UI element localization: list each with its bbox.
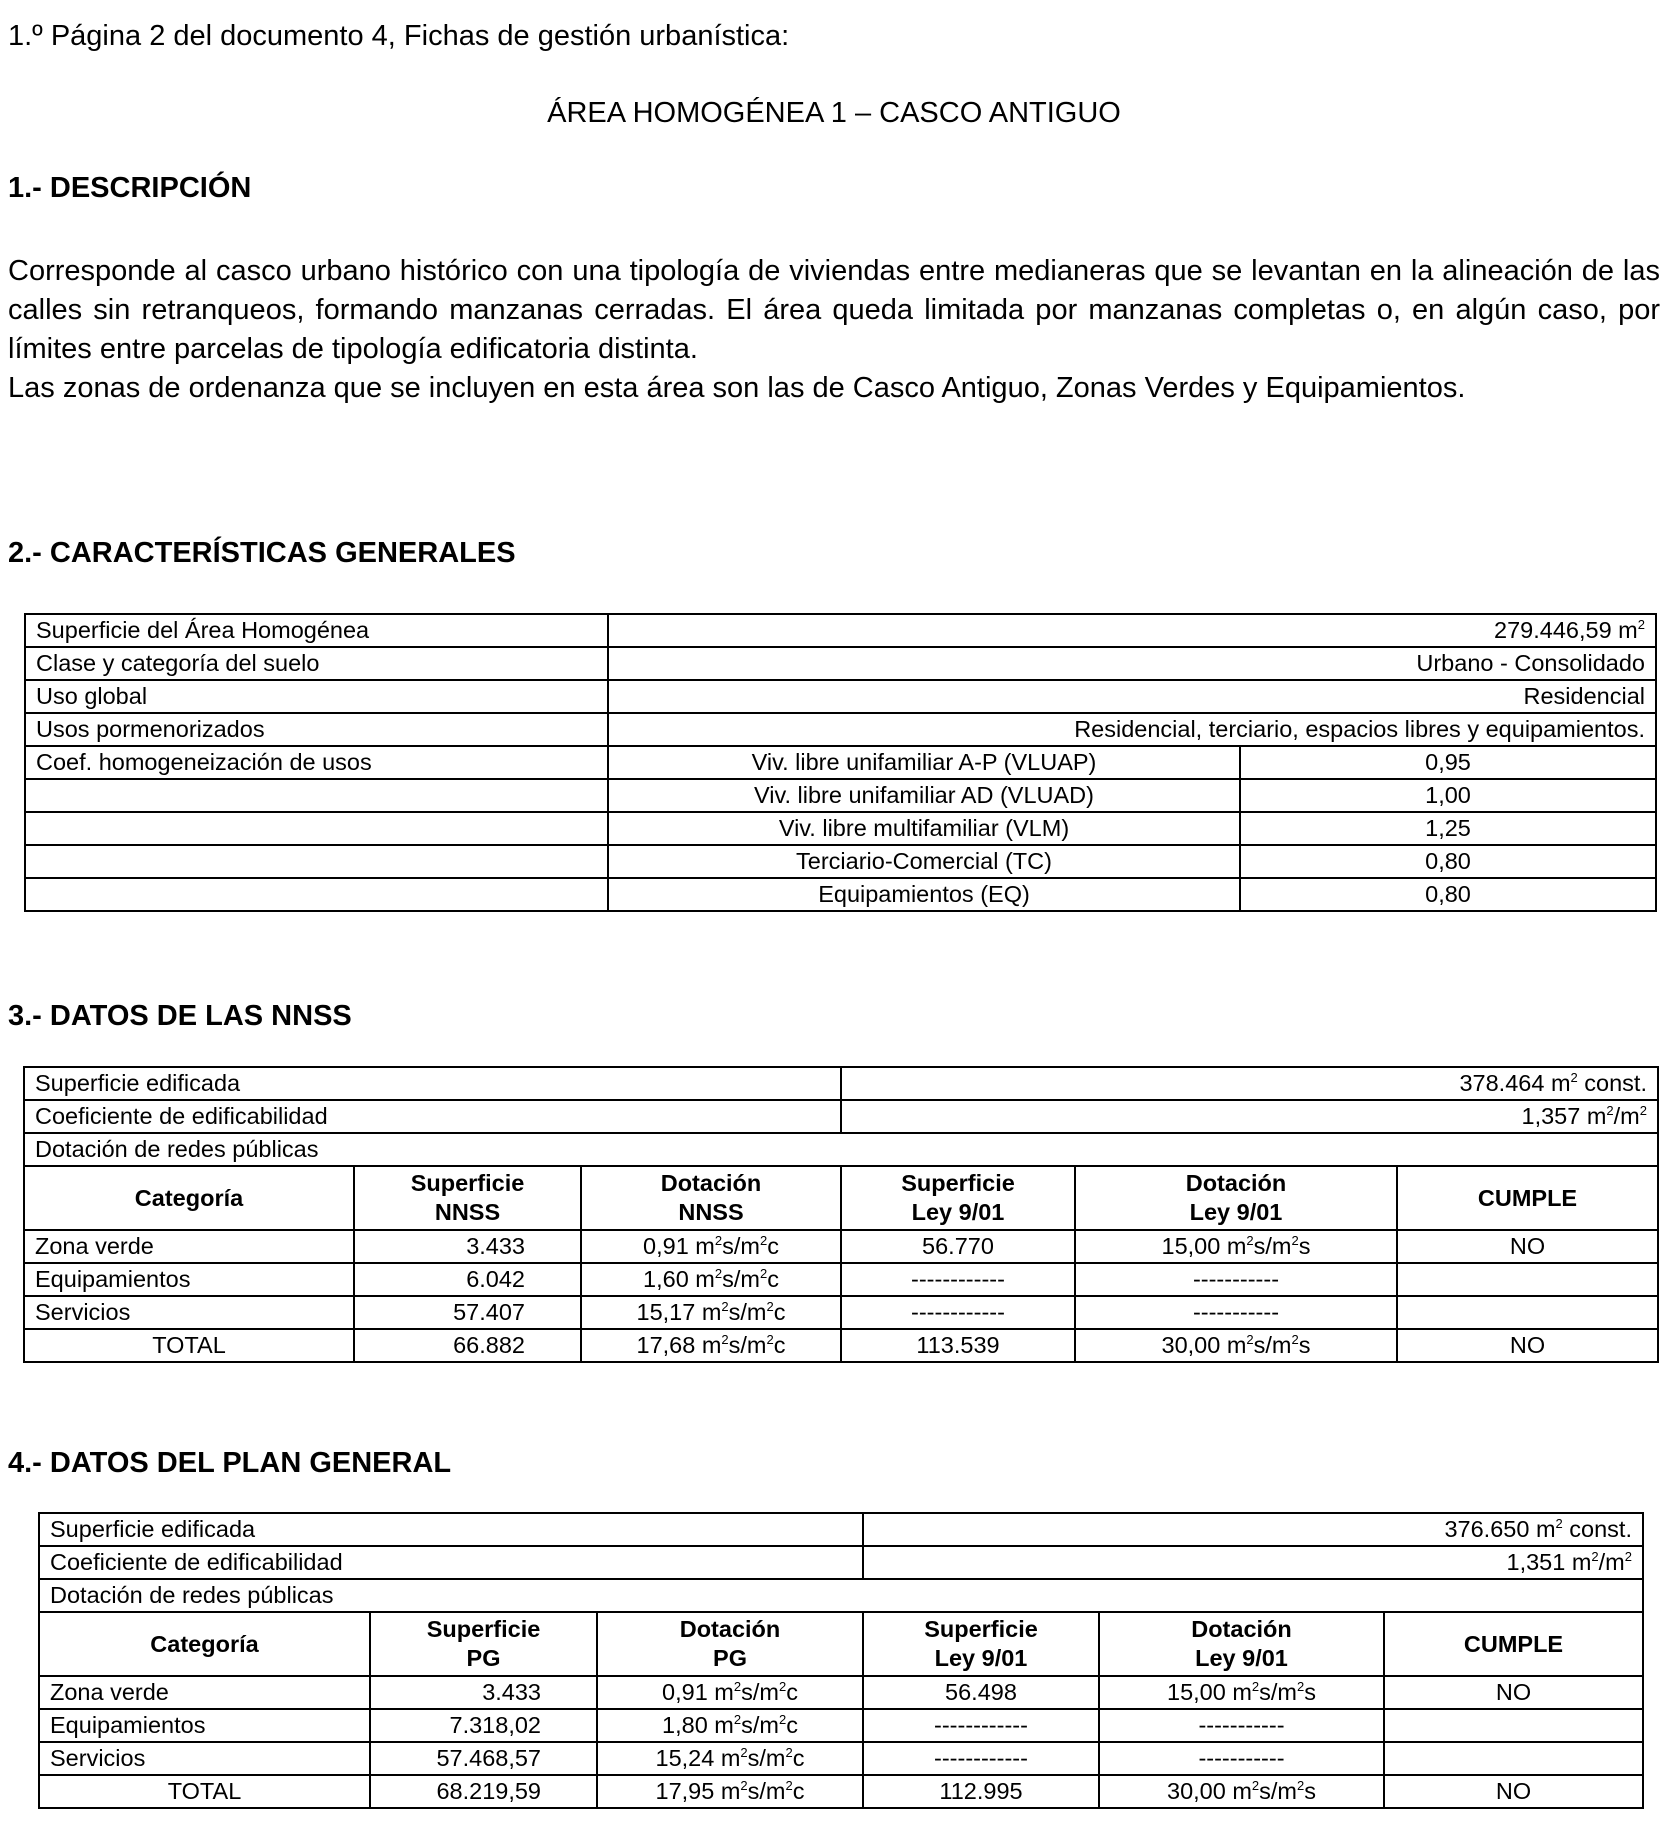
row-value: Residencial [608,680,1656,713]
table-row [25,845,1656,878]
header-dotacion-ley: Dotación Ley 9/01 [1099,1612,1384,1676]
row-label: Coef. homogeneización de usos [25,746,608,779]
sup-edificada-label: Superficie edificada [39,1513,863,1546]
coef-edificabilidad-value: 1,351 $m^2/m^2$ [863,1546,1643,1579]
cell-superficie: 57.407 [354,1296,581,1329]
table-row [24,1067,1658,1100]
cell-superficie: 57.468,57 [370,1742,597,1775]
section-1-heading: 1.- DESCRIPCIÓN [8,172,252,204]
sup-edificada-value: 378.464 $m^2$ const. [841,1067,1658,1100]
table-row [25,647,1656,680]
coef-use: Equipamientos (EQ) [608,878,1240,911]
coef-use: Terciario-Comercial (TC) [608,845,1240,878]
cell-superficie: 3.433 [354,1230,581,1263]
table-row [25,746,1656,779]
cell-dotacion: 0,91 $m^2s/m^2c$ [581,1230,841,1263]
table-header-row [24,1166,1658,1230]
cell-superficie-ley: ------------ [863,1709,1099,1742]
table-row [39,1513,1643,1546]
cell-cumple: NO [1384,1676,1643,1709]
dotacion-label: Dotación de redes públicas [24,1133,1658,1166]
cell-superficie-ley: 113.539 [841,1329,1075,1362]
page-title: ÁREA HOMOGÉNEA 1 – CASCO ANTIGUO [547,97,1121,129]
cell-superficie: 3.433 [370,1676,597,1709]
empty-cell [25,845,608,878]
cell-superficie: 68.219,59 [370,1775,597,1808]
table-row [39,1709,1643,1742]
cell-categoria: Equipamientos [24,1263,354,1296]
row-label: Uso global [25,680,608,713]
caracteristicas-table [24,613,1657,912]
cell-superficie: 66.882 [354,1329,581,1362]
header-superficie-ley: Superficie Ley 9/01 [841,1166,1075,1230]
header-dotacion-nnss: Dotación NNSS [581,1166,841,1230]
cell-cumple [1384,1709,1643,1742]
cell-superficie-ley: 112.995 [863,1775,1099,1808]
cell-dotacion-ley: 30,00 $m^2s/m^2s$ [1075,1329,1397,1362]
coef-use: Viv. libre unifamiliar A-P (VLUAP) [608,746,1240,779]
coef-edificabilidad-label: Coeficiente de edificabilidad [24,1100,841,1133]
cell-dotacion-ley: ----------- [1099,1742,1384,1775]
table-row [24,1100,1658,1133]
plan-general-table [38,1512,1644,1809]
section-3-heading: 3.- DATOS DE LAS NNSS [8,1000,352,1032]
header-superficie-ley: Superficie Ley 9/01 [863,1612,1099,1676]
cell-superficie-ley: ------------ [841,1296,1075,1329]
table-row [39,1676,1643,1709]
table-row [25,680,1656,713]
description-paragraph-2: Las zonas de ordenanza que se incluyen en esta área son las de Casco Antiguo, Zonas Verdes y Equipamientos. [8,372,1466,404]
empty-cell [25,878,608,911]
cell-dotacion: 0,91 $m^2s/m^2c$ [597,1676,863,1709]
cell-categoria: TOTAL [24,1329,354,1362]
cell-dotacion: 17,68 $m^2s/m^2c$ [581,1329,841,1362]
row-label: Clase y categoría del suelo [25,647,608,680]
cell-superficie-ley: 56.770 [841,1230,1075,1263]
cell-superficie-ley: ------------ [841,1263,1075,1296]
empty-cell [25,779,608,812]
cell-categoria: Servicios [24,1296,354,1329]
empty-cell [25,812,608,845]
cell-dotacion-ley: 15,00 $m^2s/m^2s$ [1099,1676,1384,1709]
table-row [24,1230,1658,1263]
table-row [25,878,1656,911]
header-dotacion-ley: Dotación Ley 9/01 [1075,1166,1397,1230]
cell-dotacion: 15,24 $m^2s/m^2c$ [597,1742,863,1775]
row-label: Superficie del Área Homogénea [25,614,608,647]
cell-categoria: TOTAL [39,1775,370,1808]
nnss-table [23,1066,1659,1363]
cell-superficie-ley: ------------ [863,1742,1099,1775]
coef-value: 0,80 [1240,878,1656,911]
cell-dotacion-ley: ----------- [1099,1709,1384,1742]
section-2-heading: 2.- CARACTERÍSTICAS GENERALES [8,537,516,569]
intro-line: 1.º Página 2 del documento 4, Fichas de gestión urbanística: [8,20,790,52]
table-row [24,1133,1658,1166]
cell-dotacion: 15,17 $m^2s/m^2c$ [581,1296,841,1329]
table-row-total [39,1775,1643,1808]
table-row [39,1579,1643,1612]
cell-cumple: NO [1397,1329,1658,1362]
cell-cumple [1384,1742,1643,1775]
row-value: Urbano - Consolidado [608,647,1656,680]
cell-cumple [1397,1296,1658,1329]
table-row [25,614,1656,647]
cell-dotacion: 17,95 $m^2s/m^2c$ [597,1775,863,1808]
header-dotacion-pg: Dotación PG [597,1612,863,1676]
row-value: Residencial, terciario, espacios libres y equipamientos. [608,713,1656,746]
cell-cumple: NO [1397,1230,1658,1263]
table-row-total [24,1329,1658,1362]
coef-value: 1,00 [1240,779,1656,812]
cell-superficie-ley: 56.498 [863,1676,1099,1709]
table-row [24,1296,1658,1329]
coef-edificabilidad-value: 1,357 $m^2/m^2$ [841,1100,1658,1133]
cell-dotacion: 1,60 $m^2s/m^2c$ [581,1263,841,1296]
table-row [25,713,1656,746]
description-paragraph-1: Corresponde al casco urbano histórico con una tipología de viviendas entre medianeras que se levantan en la alineación de las calles sin retranqueos, formando manzanas cerradas. El área queda limitada por manzanas completas o, en algún caso, por límites entre parcelas de tipología edificatoria distinta. [8,255,1660,365]
header-cumple: CUMPLE [1397,1166,1658,1230]
sup-edificada-label: Superficie edificada [24,1067,841,1100]
header-categoria: Categoría [39,1612,370,1676]
coef-value: 0,95 [1240,746,1656,779]
cell-superficie: 7.318,02 [370,1709,597,1742]
cell-categoria: Equipamientos [39,1709,370,1742]
cell-categoria: Zona verde [39,1676,370,1709]
description-text [8,252,1660,408]
header-superficie-pg: Superficie PG [370,1612,597,1676]
cell-dotacion-ley: 15,00 $m^2s/m^2s$ [1075,1230,1397,1263]
table-row [25,779,1656,812]
header-cumple: CUMPLE [1384,1612,1643,1676]
header-superficie-nnss: Superficie NNSS [354,1166,581,1230]
coef-value: 0,80 [1240,845,1656,878]
cell-superficie: 6.042 [354,1263,581,1296]
dotacion-label: Dotación de redes públicas [39,1579,1643,1612]
coef-use: Viv. libre unifamiliar AD (VLUAD) [608,779,1240,812]
cell-dotacion-ley: ----------- [1075,1296,1397,1329]
cell-cumple [1397,1263,1658,1296]
row-value: 279.446,59 $m^2$ [608,614,1656,647]
header-categoria: Categoría [24,1166,354,1230]
coef-value: 1,25 [1240,812,1656,845]
table-row [39,1546,1643,1579]
cell-dotacion: 1,80 $m^2s/m^2c$ [597,1709,863,1742]
cell-dotacion-ley: 30,00 $m^2s/m^2s$ [1099,1775,1384,1808]
cell-cumple: NO [1384,1775,1643,1808]
section-4-heading: 4.- DATOS DEL PLAN GENERAL [8,1447,452,1479]
table-row [24,1263,1658,1296]
table-header-row [39,1612,1643,1676]
row-label: Usos pormenorizados [25,713,608,746]
table-row [39,1742,1643,1775]
cell-categoria: Servicios [39,1742,370,1775]
table-row [25,812,1656,845]
sup-edificada-value: 376.650 $m^2$ const. [863,1513,1643,1546]
cell-dotacion-ley: ----------- [1075,1263,1397,1296]
coef-edificabilidad-label: Coeficiente de edificabilidad [39,1546,863,1579]
coef-use: Viv. libre multifamiliar (VLM) [608,812,1240,845]
cell-categoria: Zona verde [24,1230,354,1263]
